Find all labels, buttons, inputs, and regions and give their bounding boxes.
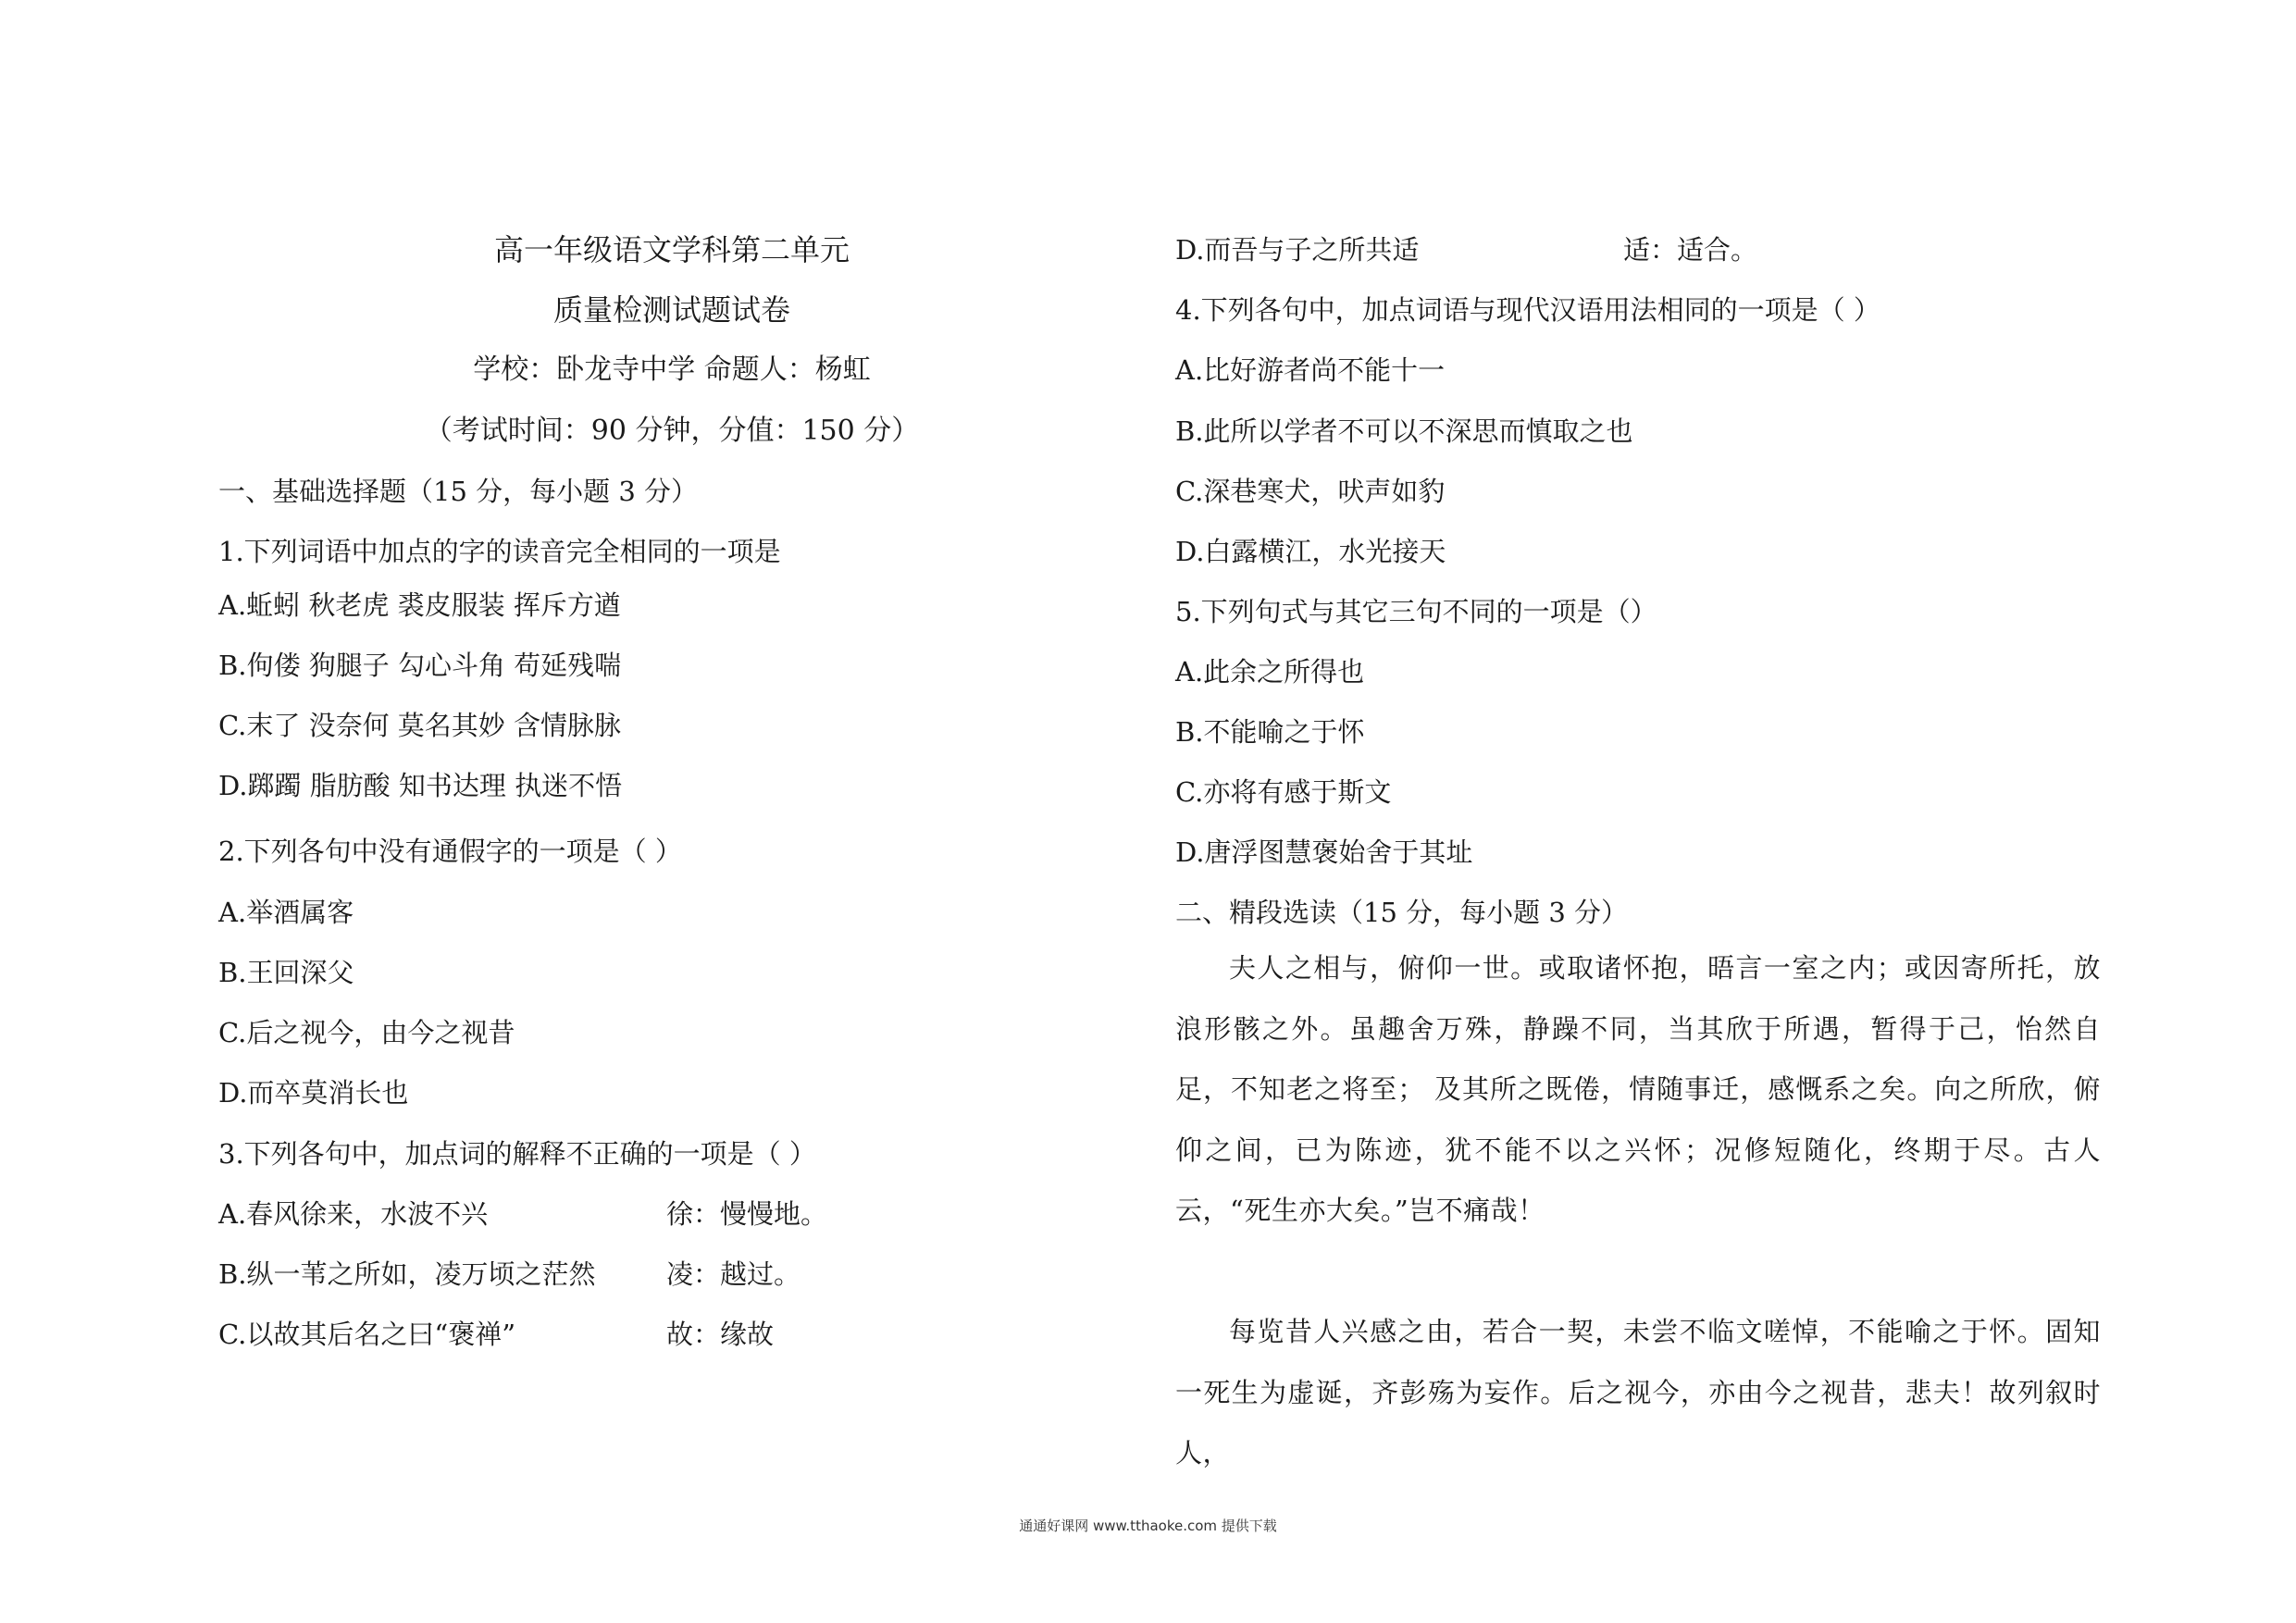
q4-stem: 4.下列各句中，加点词语与现代汉语用法相同的一项是（ ） <box>1175 294 1880 326</box>
q1-option-b: B.佝偻 狗腿子 勾心斗角 苟延残喘 <box>218 650 622 681</box>
q3-option-b: B.纵一苇之所如，凌万顷之茫然 <box>218 1258 596 1290</box>
q3-option-b-gloss: 凌：越过。 <box>666 1258 801 1290</box>
passage-paragraph-2: 每览昔人兴感之由，若合一契，未尝不临文嗟悼，不能喻之于怀。固知一死生为虚诞，齐彭殇为妄作。后之视今，亦由今之视昔，悲夫！故列叙时人， <box>1175 1316 2101 1468</box>
q4-option-d: D.白露横江，水光接天 <box>1175 536 1446 567</box>
section2-heading: 二、精段选读（15 分，每小题 3 分） <box>1175 897 1629 928</box>
q3-option-a-gloss: 徐：慢慢地。 <box>666 1198 828 1230</box>
q5-stem: 5.下列句式与其它三句不同的一项是（） <box>1175 596 1657 627</box>
exam-meta: 学校：卧龙寺中学 命题人：杨虹 <box>473 353 871 386</box>
exam-title-line2: 质量检测试题试卷 <box>552 292 790 328</box>
section1-heading: 一、基础选择题（15 分，每小题 3 分） <box>218 476 699 507</box>
exam-info: （考试时间：90 分钟，分值：150 分） <box>424 415 920 447</box>
q1-option-a: A.蚯蚓 秋老虎 裘皮服装 挥斥方遒 <box>218 589 621 621</box>
q2-option-b: B.王回深父 <box>218 957 354 988</box>
q3-option-d: D.而吾与子之所共适 <box>1175 234 1420 266</box>
q5-option-a: A.此余之所得也 <box>1175 656 1365 688</box>
q1-option-c: C.末了 没奈何 莫名其妙 含情脉脉 <box>218 710 622 741</box>
q5-option-b: B.不能喻之于怀 <box>1175 716 1365 748</box>
q3-stem: 3.下列各句中，加点词的解释不正确的一项是（ ） <box>218 1138 816 1170</box>
page-footer: 通通好课网 www.tthaoke.com 提供下载 <box>1019 1518 1277 1534</box>
q1-stem: 1.下列词语中加点的字的读音完全相同的一项是 <box>218 536 781 567</box>
q2-option-a: A.举酒属客 <box>218 897 354 928</box>
q4-option-c: C.深巷寒犬，吠声如豹 <box>1175 476 1446 507</box>
q3-option-c-gloss: 故：缘故 <box>666 1319 775 1350</box>
q4-option-a: A.比好游者尚不能十一 <box>1175 354 1446 386</box>
passage-paragraph-1: 夫人之相与，俯仰一世。或取诸怀抱，晤言一室之内；或因寄所托，放浪形骸之外。虽趣舍万殊，静躁不同，当其欣于所遇，暂得于己，怡然自足，不知老之将至； 及其所之既倦，情随事迁，感慨系之矣。向之所欣，俯仰之间，已为陈迹，犹不能不以之兴怀；况修短随化，终期于尽。古人云，“死生亦大矣。”岂不痛哉！ <box>1175 952 2101 1226</box>
q3-option-d-gloss: 适：适合。 <box>1623 234 1758 266</box>
exam-title-line1: 高一年级语文学科第二单元 <box>493 232 850 267</box>
q2-stem: 2.下列各句中没有通假字的一项是（ ） <box>218 836 682 867</box>
q1-option-d: D.踯躅 脂肪酸 知书达理 执迷不悟 <box>218 770 623 801</box>
q2-option-c: C.后之视今，由今之视昔 <box>218 1017 515 1048</box>
q3-option-a: A.春风徐来，水波不兴 <box>218 1198 489 1230</box>
q5-option-c: C.亦将有感于斯文 <box>1175 776 1392 808</box>
q5-option-d: D.唐浮图慧褒始舍于其址 <box>1175 836 1473 868</box>
q2-option-d: D.而卒莫消长也 <box>218 1077 409 1109</box>
q4-option-b: B.此所以学者不可以不深思而慎取之也 <box>1175 415 1633 447</box>
q3-option-c: C.以故其后名之曰“褒禅” <box>218 1319 516 1350</box>
